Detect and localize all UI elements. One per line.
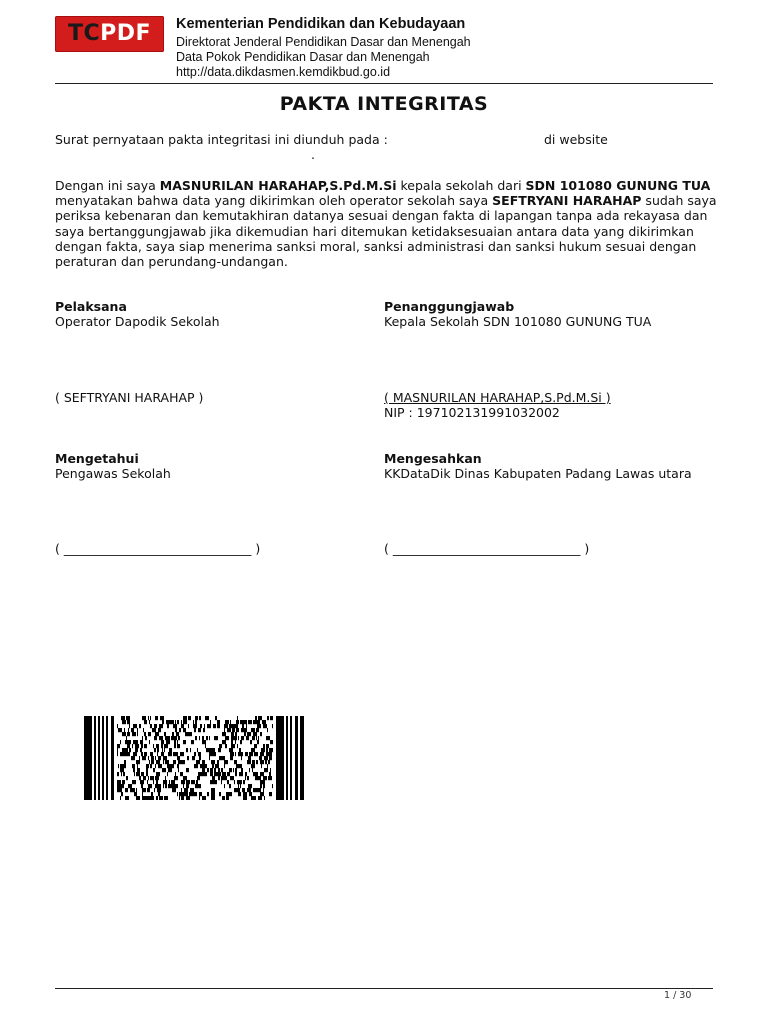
database-name: Data Pokok Pendidikan Dasar dan Menengah bbox=[176, 50, 430, 64]
header-divider bbox=[55, 83, 713, 84]
tcpdf-logo bbox=[55, 16, 164, 52]
website-url: http://data.dikdasmen.kemdikbud.go.id bbox=[176, 65, 391, 79]
mengetahui-signature-blank: ( ______________________________ ) bbox=[55, 541, 261, 556]
logo-text-tc: TC bbox=[67, 21, 101, 46]
mengetahui-label: Mengetahui bbox=[55, 451, 139, 466]
mengesahkan-signature-blank: ( ______________________________ ) bbox=[384, 541, 590, 556]
statement-text-4: sudah saya periksa kebenaran dan kemutakhiran datanya sesuai dengan fakta di lapangan tanpa ada rekayasa dan saya bertanggungjawab jika dikemudian hari ditemukan ketidaksesuaian antara data yang dikirimkan dengan fakta, saya siap menerima sanksi moral, sanksi administrasi dan sanksi hukum sesuai dengan peraturan dan perundang-undangan. bbox=[55, 193, 717, 270]
directorate-name: Direktorat Jenderal Pendidikan Dasar dan Menengah bbox=[176, 35, 471, 49]
website-label: di website bbox=[544, 132, 608, 147]
ministry-name: Kementerian Pendidikan dan Kebudayaan bbox=[176, 16, 466, 32]
pdf417-barcode bbox=[84, 716, 304, 800]
intro-dot: . bbox=[311, 147, 315, 162]
mengetahui-role: Pengawas Sekolah bbox=[55, 466, 171, 481]
pelaksana-role: Operator Dapodik Sekolah bbox=[55, 314, 220, 329]
download-statement: Surat pernyataan pakta integritasi ini diunduh pada : bbox=[55, 132, 388, 147]
document-title: PAKTA INTEGRITAS bbox=[279, 93, 489, 115]
logo-text bbox=[61, 21, 158, 47]
school-name: SDN 101080 GUNUNG TUA bbox=[525, 178, 711, 193]
logo-text-pdf: PDF bbox=[100, 21, 152, 46]
penanggungjawab-nip: NIP : 197102131991032002 bbox=[384, 405, 560, 420]
statement-text-2: kepala sekolah dari bbox=[396, 178, 526, 193]
mengesahkan-label: Mengesahkan bbox=[384, 451, 482, 466]
operator-name: SEFTRYANI HARAHAP bbox=[492, 193, 642, 209]
page-number: 1 / 30 bbox=[664, 990, 692, 1001]
pelaksana-label: Pelaksana bbox=[55, 299, 127, 314]
principal-name: MASNURILAN HARAHAP,S.Pd.M.Si bbox=[159, 178, 397, 193]
footer-divider bbox=[55, 988, 713, 989]
mengesahkan-role: KKDataDik Dinas Kabupaten Padang Lawas utara bbox=[384, 466, 692, 481]
statement-text-1: Dengan ini saya bbox=[55, 178, 160, 193]
penanggungjawab-role: Kepala Sekolah SDN 101080 GUNUNG TUA bbox=[384, 314, 652, 329]
integrity-statement bbox=[55, 178, 717, 269]
penanggungjawab-label: Penanggungjawab bbox=[384, 299, 515, 314]
statement-text-3: menyatakan bahwa data yang dikirimkan oleh operator sekolah saya bbox=[55, 193, 493, 209]
pelaksana-name: ( SEFTRYANI HARAHAP ) bbox=[55, 390, 204, 405]
penanggungjawab-name: ( MASNURILAN HARAHAP,S.Pd.M.Si ) bbox=[384, 390, 611, 405]
